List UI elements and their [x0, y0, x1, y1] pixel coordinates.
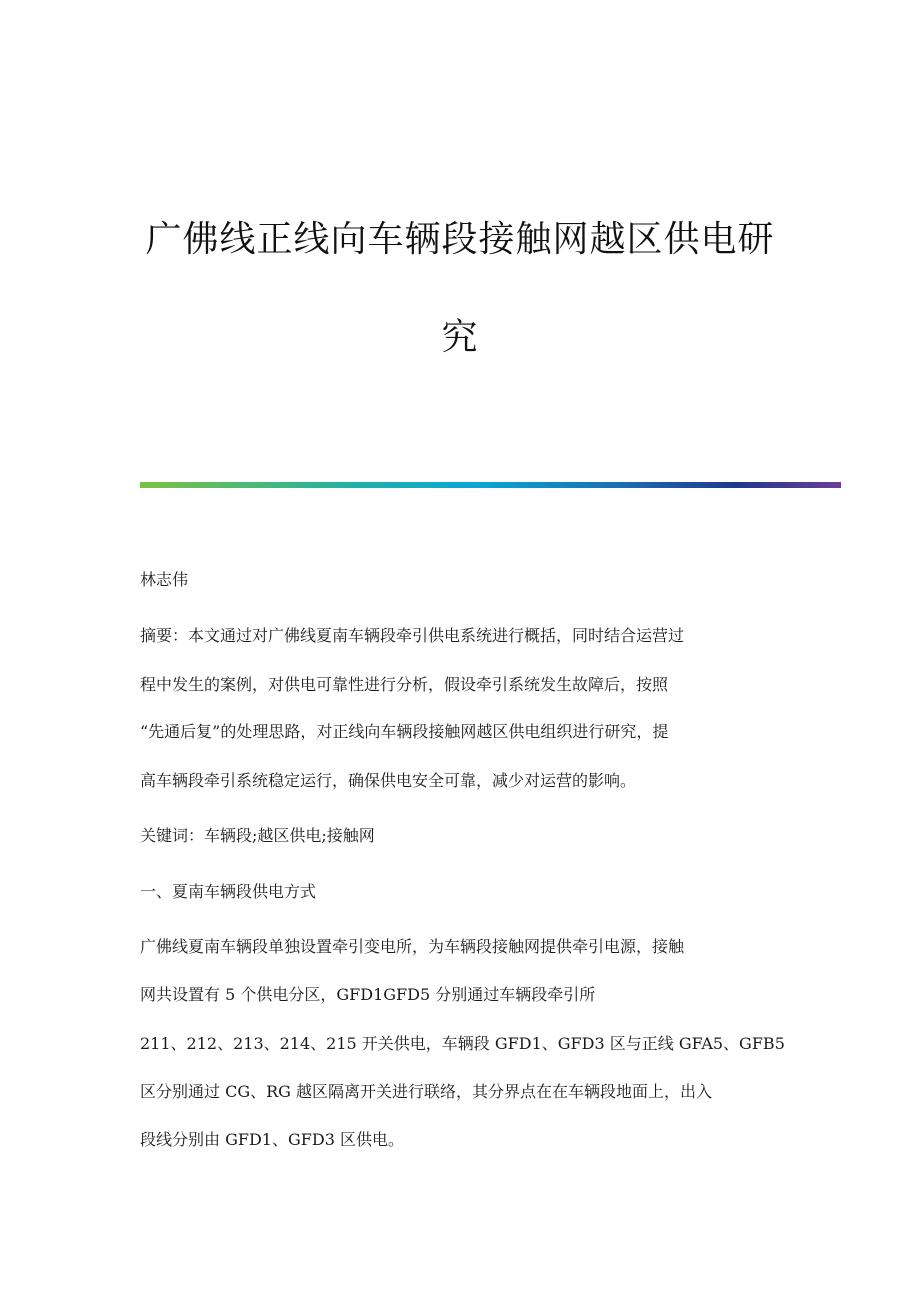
abstract-line: “先通后复”的处理思路，对正线向车辆段接触网越区供电组织进行研究，提 [140, 722, 669, 741]
author: 林志伟 [140, 570, 189, 589]
body-line: 211、212、213、214、215 开关供电，车辆段 GFD1、GFD3 区与正线 GFA5、GFB5 [140, 1034, 785, 1053]
title-divider [140, 482, 841, 488]
abstract-line: 摘要：本文通过对广佛线夏南车辆段牵引供电系统进行概括，同时结合运营过 [140, 626, 685, 645]
abstract-line: 程中发生的案例，对供电可靠性进行分析，假设牵引系统发生故障后，按照 [140, 675, 669, 694]
keywords: 关键词：车辆段;越区供电;接触网 [140, 826, 375, 845]
body-line: 广佛线夏南车辆段单独设置牵引变电所，为车辆段接触网提供牵引电源，接触 [140, 937, 685, 956]
body-line: 网共设置有 5 个供电分区，GFD1GFD5 分别通过车辆段牵引所 [140, 985, 596, 1004]
body-line: 区分别通过 CG、RG 越区隔离开关进行联络，其分界点在在车辆段地面上，出入 [140, 1082, 713, 1101]
body-line: 段线分别由 GFD1、GFD3 区供电。 [140, 1130, 404, 1149]
section-heading: 一、夏南车辆段供电方式 [140, 882, 317, 901]
document-title-line-2: 究 [441, 317, 479, 358]
abstract-line: 高车辆段牵引系统稳定运行，确保供电安全可靠，减少对运营的影响。 [140, 771, 637, 790]
document-title-line-1: 广佛线正线向车辆段接触网越区供电研 [145, 219, 775, 260]
